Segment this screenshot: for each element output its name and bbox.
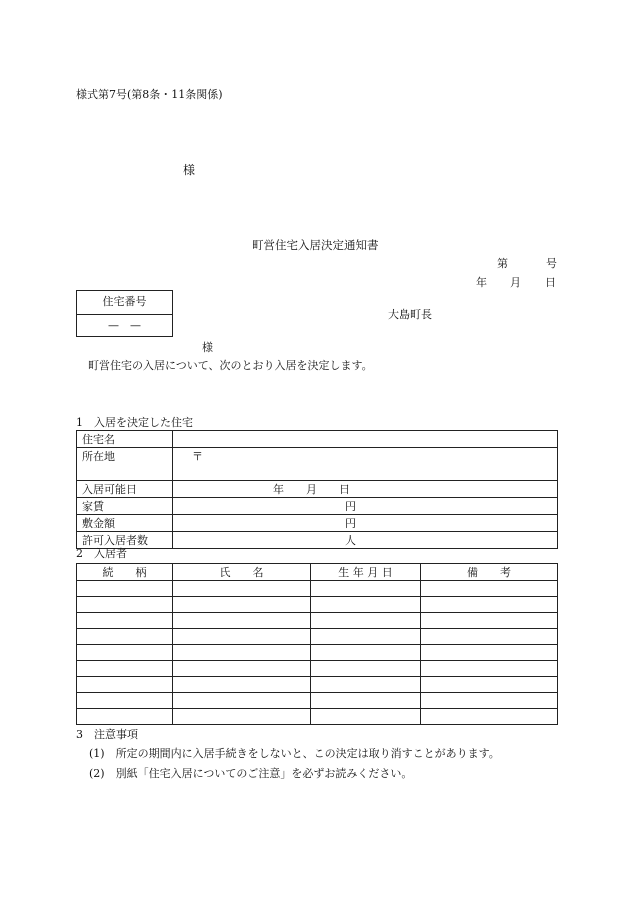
row-value: 円 xyxy=(173,515,558,532)
row-label: 所在地 xyxy=(77,448,173,481)
table-row xyxy=(77,498,558,515)
column-header-name: 氏 名 xyxy=(173,564,311,581)
table-row xyxy=(77,431,558,448)
table-row xyxy=(77,613,558,629)
note-item: (2) 別紙「住宅入居についてのご注意」を必ずお読みください。 xyxy=(89,767,413,780)
number-suffix: 号 xyxy=(546,257,557,270)
table-row xyxy=(77,515,558,532)
table-row xyxy=(77,532,558,549)
table-row xyxy=(77,448,558,481)
table-row xyxy=(77,645,558,661)
column-header-birthdate: 生 年 月 日 xyxy=(311,564,421,581)
table-row xyxy=(77,709,558,725)
table-row xyxy=(77,661,558,677)
row-value: 円 xyxy=(173,498,558,515)
recipient-suffix: 様 xyxy=(202,341,213,354)
row-label: 家賃 xyxy=(77,498,173,515)
date-day: 日 xyxy=(545,276,556,289)
row-value: 年 月 日 xyxy=(173,481,558,498)
date-year: 年 xyxy=(476,276,487,289)
intro-text: 町営住宅の入居について、次のとおり入居を決定します。 xyxy=(88,359,373,372)
row-value: 〒 xyxy=(173,448,558,481)
table-row xyxy=(77,677,558,693)
table-row xyxy=(77,581,558,597)
row-label: 入居可能日 xyxy=(77,481,173,498)
addressee-suffix: 様 xyxy=(183,163,196,177)
residents-table xyxy=(76,563,558,725)
section2-heading: 2 入居者 xyxy=(76,547,127,560)
housing-table xyxy=(76,430,558,549)
residents-header-row xyxy=(77,564,558,581)
table-row xyxy=(77,597,558,613)
table-row xyxy=(77,629,558,645)
form-label: 様式第7号(第8条・11条関係) xyxy=(76,88,223,101)
column-header-remarks: 備 考 xyxy=(421,564,558,581)
note-item: (1) 所定の期間内に入居手続きをしないと、この決定は取り消すことがあります。 xyxy=(89,747,500,760)
column-header-relation: 続 柄 xyxy=(77,564,173,581)
row-value: 人 xyxy=(173,532,558,549)
row-label: 住宅名 xyxy=(77,431,173,448)
housing-number-label: 住宅番号 xyxy=(77,291,172,315)
housing-number-box xyxy=(76,290,173,337)
section1-heading: 1 入居を決定した住宅 xyxy=(76,416,193,429)
issuer: 大島町長 xyxy=(388,308,432,321)
number-prefix: 第 xyxy=(497,257,508,270)
table-row xyxy=(77,693,558,709)
housing-number-value: — — xyxy=(108,319,141,332)
section3-heading: 3 注意事項 xyxy=(76,728,138,741)
row-label: 敷金額 xyxy=(77,515,173,532)
table-row xyxy=(77,481,558,498)
row-value xyxy=(173,431,558,448)
row-label: 許可入居者数 xyxy=(77,532,173,549)
document-title: 町営住宅入居決定通知書 xyxy=(252,238,379,252)
date-month: 月 xyxy=(510,276,521,289)
